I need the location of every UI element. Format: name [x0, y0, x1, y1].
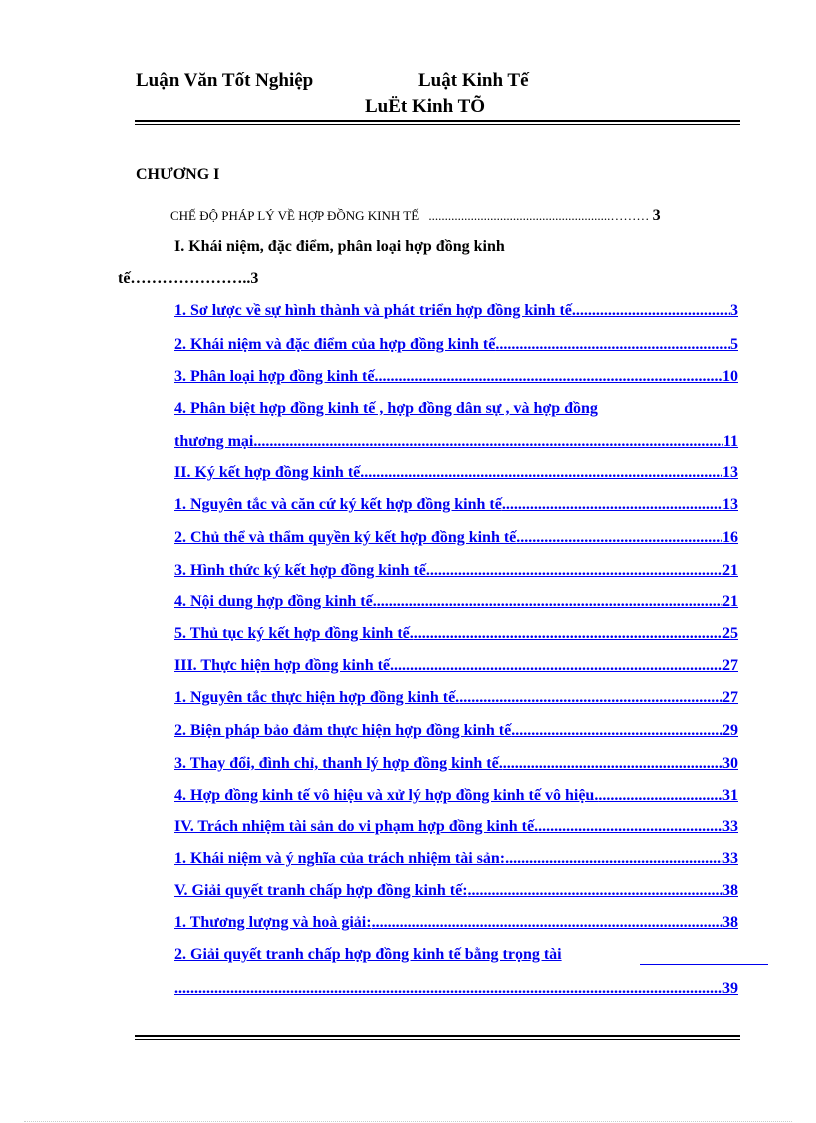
toc-dots: [538, 818, 722, 836]
toc-link-page: 38: [722, 882, 738, 899]
toc-link-title: IV. Trách nhiệm tài sản do vi phạm hợp đồng kinh tế.: [174, 818, 539, 835]
toc-link-page: 39: [722, 980, 738, 997]
page-bottom-border: [24, 1121, 792, 1122]
toc-link-title: 3. Thay đổi, đình chỉ, thanh lý hợp đồng kinh tế.: [174, 755, 503, 772]
section1-line2: tế…………………..3: [118, 270, 259, 287]
toc-link-page: 33: [722, 818, 738, 835]
toc-dots: [459, 689, 722, 707]
toc-link-page: 27: [722, 689, 738, 706]
toc-link-page: 13: [722, 464, 738, 481]
toc-link[interactable]: [174, 689, 738, 707]
toc-dots: [390, 657, 722, 675]
toc-dots: [468, 882, 722, 900]
toc-link-title: thương mại: [174, 433, 254, 450]
toc-link[interactable]: [174, 302, 738, 320]
toc-link-page: 30: [722, 755, 738, 772]
footer-rule-top: [135, 1035, 740, 1037]
toc-link-page: 29: [722, 722, 738, 739]
toc-link-line1[interactable]: 4. Phân biệt hợp đồng kinh tế , hợp đồng dân sự , và hợp đồng: [174, 400, 598, 417]
toc-link-title: 1. Nguyên tắc và căn cứ ký kết hợp đồng kinh tế: [174, 496, 502, 513]
toc-link-page: 16: [722, 529, 738, 546]
toc-link-title: III. Thực hiện hợp đồng kinh tế: [174, 657, 391, 674]
header-rule-top: [135, 120, 740, 122]
toc-link[interactable]: [174, 787, 738, 805]
toc-link-title: 5. Thủ tục ký kết hợp đồng kinh tế.: [174, 625, 414, 642]
toc-link-page: 27: [722, 657, 738, 674]
toc-link-title: 1. Sơ lược về sự hình thành và phát triển hợp đồng kinh tế: [174, 302, 572, 319]
header-rule-bottom: [135, 124, 740, 125]
toc-link-title: 1. Nguyên tắc thực hiện hợp đồng kinh tế.: [174, 689, 460, 706]
footer-rule-bottom: [135, 1039, 740, 1040]
toc-dots: [360, 464, 722, 482]
toc-link-title: 1. Thương lượng và hoà giải:: [174, 914, 372, 931]
toc-link-page: 10: [722, 368, 738, 385]
toc-dots: [503, 755, 722, 773]
toc-link[interactable]: [174, 433, 738, 451]
toc-link-page: 3: [730, 302, 738, 319]
toc-link[interactable]: [174, 882, 738, 900]
toc-dots: [516, 529, 722, 547]
toc-link-title: 4. Nội dung hợp đồng kinh tế.: [174, 593, 377, 610]
toc-link[interactable]: [174, 496, 738, 514]
toc-link-page: 21: [722, 593, 738, 610]
toc-dots: [253, 433, 723, 451]
toc-link-page: 21: [722, 562, 738, 579]
toc-link[interactable]: [174, 562, 738, 580]
toc-link-title: 1. Khái niệm và ý nghĩa của trách nhiệm tài sản:: [174, 850, 506, 867]
toc-underline-extension: [640, 964, 768, 965]
toc-link-title: 2. Biện pháp bảo đảm thực hiện hợp đồng kinh tế: [174, 722, 512, 739]
toc-link[interactable]: [174, 593, 738, 611]
toc-link[interactable]: [174, 336, 738, 354]
toc-link[interactable]: [174, 625, 738, 643]
toc-dots: [174, 980, 722, 998]
header-left-title: Luận Văn Tốt Nghiệp: [136, 70, 314, 91]
toc-dots: [505, 850, 722, 868]
toc-dots: [572, 302, 730, 320]
toc-link-page: 5: [730, 336, 738, 353]
toc-dots: [511, 722, 722, 740]
toc-link-page: 13: [722, 496, 738, 513]
toc-dots: [377, 593, 722, 611]
toc-dots: [374, 368, 722, 386]
toc-dots: [598, 787, 722, 805]
toc-link-title: V. Giải quyết tranh chấp hợp đồng kinh tế:: [174, 882, 468, 899]
toc-link[interactable]: [174, 850, 738, 868]
chapter-title-page: 3: [652, 207, 661, 224]
section1-line1: I. Khái niệm, đặc điểm, phân loại hợp đồng kinh: [174, 238, 505, 255]
header-right-title: Luật Kinh Tế: [418, 70, 529, 91]
chapter-title-dots: ........................................................………: [428, 208, 650, 223]
toc-dots: [495, 336, 730, 354]
toc-link-page: 38: [722, 914, 738, 931]
toc-link-page: 33: [722, 850, 738, 867]
toc-link-title: 3. Hình thức ký kết hợp đồng kinh tế.: [174, 562, 430, 579]
toc-link[interactable]: [174, 529, 738, 547]
toc-link[interactable]: [174, 368, 738, 386]
toc-dots: [430, 562, 722, 580]
toc-link[interactable]: [174, 980, 738, 998]
toc-link[interactable]: [174, 464, 738, 482]
toc-link[interactable]: [174, 818, 738, 836]
chapter-label: CHƯƠNG I: [136, 166, 220, 183]
chapter-title-line: [170, 207, 661, 225]
chapter-title: CHẾ ĐỘ PHÁP LÝ VỀ HỢP ĐỒNG KINH TẾ: [170, 208, 420, 223]
toc-link[interactable]: [174, 657, 738, 675]
toc-link-page: 25: [722, 625, 738, 642]
toc-link-title: 2. Chủ thể và thẩm quyền ký kết hợp đồng kinh tế: [174, 529, 517, 546]
toc-link-title: 2. Khái niệm và đặc điểm của hợp đồng kinh tế: [174, 336, 496, 353]
toc-dots: [372, 914, 722, 932]
toc-link-page: 31: [722, 787, 738, 804]
toc-link-title: 4. Hợp đồng kinh tế vô hiệu và xử lý hợp đồng kinh tế vô hiệu.: [174, 787, 599, 804]
toc-link[interactable]: [174, 755, 738, 773]
toc-link-title: II. Ký kết hợp đồng kinh tế: [174, 464, 361, 481]
toc-link[interactable]: [174, 722, 738, 740]
toc-link-title: 3. Phân loại hợp đồng kinh tế: [174, 368, 375, 385]
header-garbled-title: LuËt Kinh TÕ: [365, 96, 486, 117]
toc-dots: [414, 625, 722, 643]
toc-link[interactable]: [174, 914, 738, 932]
toc-dots: [502, 496, 722, 514]
toc-link-line1[interactable]: 2. Giải quyết tranh chấp hợp đồng kinh tế bằng trọng tài: [174, 946, 562, 963]
toc-link-page: 11: [722, 433, 738, 450]
